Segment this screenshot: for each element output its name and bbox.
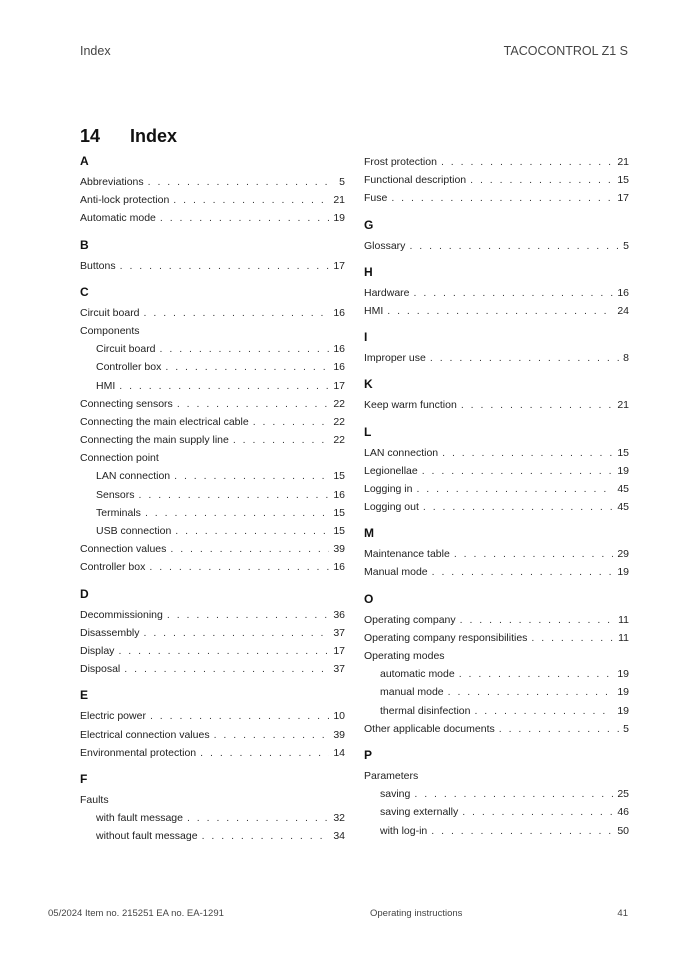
dot-leader <box>160 209 329 227</box>
dot-leader <box>462 803 613 821</box>
index-entry-page: 29 <box>617 548 629 561</box>
index-subentry <box>364 665 629 683</box>
index-entry <box>364 545 629 563</box>
index-section <box>80 153 345 228</box>
dot-leader <box>414 284 614 302</box>
index-letter-heading: P <box>364 747 373 762</box>
dot-leader <box>448 683 614 701</box>
index-letter-heading: G <box>364 217 374 232</box>
index-entry <box>364 396 629 414</box>
index-entry-page: 16 <box>333 488 345 501</box>
index-letter-heading: O <box>364 591 374 606</box>
index-entry-page: 11 <box>618 631 629 644</box>
index-entry-label: LAN connection <box>364 446 439 459</box>
index-entry-page: 19 <box>617 668 629 681</box>
index-entry <box>80 304 345 322</box>
index-section <box>364 153 629 208</box>
index-section <box>364 217 629 255</box>
dot-leader <box>454 545 614 563</box>
index-subentry <box>364 822 629 840</box>
index-section <box>364 424 629 517</box>
index-entry <box>364 153 629 171</box>
index-section <box>364 376 629 414</box>
index-entry-page: 24 <box>617 304 629 317</box>
index-entry-page: 8 <box>623 352 629 365</box>
dot-leader <box>432 563 614 581</box>
dot-leader <box>174 467 329 485</box>
index-entry-label: Hardware <box>364 286 410 299</box>
index-entry-label: Circuit board <box>96 343 156 356</box>
index-subentry <box>80 467 345 485</box>
index-entry-page: 34 <box>333 830 345 843</box>
dot-leader <box>173 191 329 209</box>
index-entry-label: HMI <box>364 304 384 317</box>
index-entry-label: Operating company responsibilities <box>364 631 528 644</box>
index-subentry <box>364 785 629 803</box>
index-letter-heading: B <box>80 237 89 252</box>
index-entry-label: manual mode <box>380 686 444 699</box>
index-entry <box>364 349 629 367</box>
index-entry <box>364 629 629 647</box>
index-entry-label: Connecting sensors <box>80 397 173 410</box>
index-entry <box>80 624 345 642</box>
index-entry <box>364 647 629 665</box>
index-section <box>364 525 629 581</box>
dot-leader <box>200 744 329 762</box>
index-entry <box>364 480 629 498</box>
index-section <box>364 329 629 367</box>
index-entry-label: Other applicable documents <box>364 722 495 735</box>
index-entry <box>80 660 345 678</box>
index-letter-heading: M <box>364 526 374 541</box>
index-entry <box>80 413 345 431</box>
index-entry <box>80 558 345 576</box>
index-entry-label: Disposal <box>80 663 121 676</box>
index-subentry <box>80 522 345 540</box>
dot-leader <box>531 629 614 647</box>
index-column-left <box>80 153 345 854</box>
index-entry-page: 36 <box>333 608 345 621</box>
index-subentry <box>80 504 345 522</box>
index-entry-label: with log-in <box>380 824 428 837</box>
index-entry <box>80 540 345 558</box>
index-entry-label: LAN connection <box>96 470 171 483</box>
index-entry-page: 14 <box>333 746 345 759</box>
index-entry-page: 50 <box>617 824 629 837</box>
page-title <box>80 126 177 147</box>
index-entry <box>364 462 629 480</box>
index-entry <box>80 191 345 209</box>
dot-leader <box>441 153 613 171</box>
dot-leader <box>167 606 329 624</box>
index-entry-label: Improper use <box>364 352 426 365</box>
index-entry-page: 10 <box>333 710 345 723</box>
dot-leader <box>170 540 329 558</box>
index-entry-page: 45 <box>617 482 629 495</box>
index-section <box>364 264 629 320</box>
dot-leader <box>214 726 330 744</box>
dot-leader <box>499 720 619 738</box>
index-entry-label: Logging in <box>364 482 413 495</box>
index-entry-page: 25 <box>617 788 629 801</box>
index-entry <box>364 237 629 255</box>
index-entry-label: Controller box <box>80 561 146 574</box>
index-section <box>80 237 345 275</box>
index-entry <box>364 284 629 302</box>
index-entry <box>80 606 345 624</box>
index-entry-label: Electric power <box>80 710 146 723</box>
index-entry-page: 5 <box>339 176 345 188</box>
index-entry-label: Glossary <box>364 239 406 252</box>
chapter-number: 14 <box>80 126 101 146</box>
index-entry-page: 21 <box>333 194 345 207</box>
index-entry-page: 32 <box>333 812 345 825</box>
index-entry <box>80 791 345 809</box>
dot-leader <box>423 498 613 516</box>
index-entry-label: thermal disinfection <box>380 704 471 717</box>
dot-leader <box>165 358 329 376</box>
index-entry-label: Logging out <box>364 501 419 514</box>
index-letter-heading: H <box>364 264 373 279</box>
index-subentry <box>80 377 345 395</box>
index-entry-page: 21 <box>617 399 629 412</box>
index-entry-page: 19 <box>617 686 629 699</box>
index-entry-label: Sensors <box>96 488 135 501</box>
index-entry <box>364 720 629 738</box>
running-header-product: TACOCONTROL Z1 S <box>503 44 628 58</box>
index-section <box>80 687 345 762</box>
dot-leader <box>148 173 336 191</box>
index-entry-page: 16 <box>333 361 345 374</box>
chapter-title: Index <box>130 126 178 146</box>
index-entry <box>364 767 629 785</box>
dot-leader <box>414 785 613 803</box>
index-entry-label: automatic mode <box>380 668 455 681</box>
dot-leader <box>459 665 614 683</box>
index-letter-heading: A <box>80 154 89 168</box>
index-subentry <box>80 809 345 827</box>
index-entry-label: Manual mode <box>364 566 428 579</box>
index-section <box>364 747 629 840</box>
dot-leader <box>160 340 330 358</box>
index-letter-heading: E <box>80 688 89 703</box>
dot-leader <box>387 302 613 320</box>
dot-leader <box>422 462 614 480</box>
index-entry <box>80 431 345 449</box>
index-letter-heading: F <box>80 771 88 786</box>
index-entry-label: Buttons <box>80 259 116 272</box>
index-entry <box>80 173 345 191</box>
index-entry <box>80 395 345 413</box>
index-entry-label: Connection point <box>80 452 159 465</box>
index-subentry <box>80 340 345 358</box>
dot-leader <box>474 702 613 720</box>
index-section <box>364 591 629 738</box>
index-entry-page: 39 <box>333 543 345 556</box>
dot-leader <box>145 504 329 522</box>
dot-leader <box>461 396 614 414</box>
dot-leader <box>430 349 619 367</box>
index-entry <box>364 302 629 320</box>
index-entry-label: Connection values <box>80 543 167 556</box>
index-entry-page: 16 <box>617 286 629 299</box>
index-entry <box>364 444 629 462</box>
dot-leader <box>253 413 330 431</box>
index-entry-page: 39 <box>333 728 345 741</box>
index-entry-label: Fuse <box>364 192 388 205</box>
index-entry-label: Legionellae <box>364 464 418 477</box>
running-header-section: Index <box>80 44 111 58</box>
dot-leader <box>202 827 330 845</box>
index-entry-page: 17 <box>333 379 345 392</box>
index-entry-page: 17 <box>333 644 345 657</box>
index-subentry <box>364 803 629 821</box>
index-entry-label: Abbreviations <box>80 176 144 188</box>
dot-leader <box>416 480 613 498</box>
dot-leader <box>120 257 330 275</box>
index-entry-label: Automatic mode <box>80 212 156 225</box>
dot-leader <box>118 642 329 660</box>
index-entry-label: saving <box>380 788 411 801</box>
index-entry <box>80 209 345 227</box>
index-subentry <box>364 702 629 720</box>
index-section <box>80 284 345 577</box>
index-subentry <box>80 358 345 376</box>
footer-document-info: 05/2024 Item no. 215251 EA no. EA-1291 <box>48 908 224 919</box>
index-entry <box>364 611 629 629</box>
index-entry-label: Components <box>80 324 140 337</box>
index-entry <box>80 642 345 660</box>
index-entry-label: Operating company <box>364 613 456 626</box>
index-entry-page: 15 <box>617 446 629 459</box>
index-entry-page: 37 <box>333 626 345 639</box>
dot-leader <box>460 611 614 629</box>
index-entry-page: 22 <box>333 434 345 447</box>
dot-leader <box>470 171 613 189</box>
index-entry-label: Electrical connection values <box>80 728 210 741</box>
index-entry-label: Controller box <box>96 361 162 374</box>
index-entry-label: Faults <box>80 793 109 806</box>
index-entry-label: Connecting the main supply line <box>80 434 229 447</box>
index-entry-page: 22 <box>333 415 345 428</box>
index-entry-label: Circuit board <box>80 306 140 319</box>
index-section <box>80 586 345 679</box>
dot-leader <box>150 707 329 725</box>
index-column-right <box>364 153 629 849</box>
index-entry-page: 19 <box>617 704 629 717</box>
index-entry-page: 19 <box>333 212 345 225</box>
index-entry-label: USB connection <box>96 525 172 537</box>
index-entry <box>80 322 345 340</box>
index-entry <box>80 257 345 275</box>
index-entry-label: Frost protection <box>364 156 437 168</box>
index-subentry <box>80 827 345 845</box>
index-entry-label: Environmental protection <box>80 746 197 759</box>
dot-leader <box>144 304 330 322</box>
index-entry-page: 15 <box>333 525 345 537</box>
index-entry-page: 15 <box>617 174 629 187</box>
dot-leader <box>139 486 330 504</box>
dot-leader <box>391 189 613 207</box>
index-entry-label: with fault message <box>96 812 183 825</box>
dot-leader <box>144 624 330 642</box>
index-entry-label: Connecting the main electrical cable <box>80 415 249 428</box>
index-entry-page: 19 <box>617 566 629 579</box>
index-entry <box>80 744 345 762</box>
index-entry-page: 37 <box>333 663 345 676</box>
index-entry-label: Maintenance table <box>364 548 450 561</box>
dot-leader <box>124 660 329 678</box>
index-entry-label: Display <box>80 644 115 657</box>
index-entry-label: Anti-lock protection <box>80 194 170 207</box>
dot-leader <box>175 522 329 540</box>
index-section <box>80 771 345 846</box>
index-letter-heading: L <box>364 424 372 439</box>
dot-leader <box>187 809 329 827</box>
index-entry-label: saving externally <box>380 806 459 819</box>
index-entry-label: Disassembly <box>80 626 140 639</box>
dot-leader <box>409 237 619 255</box>
index-entry <box>80 726 345 744</box>
dot-leader <box>431 822 613 840</box>
index-entry-page: 17 <box>333 259 345 272</box>
index-entry-page: 46 <box>617 806 629 819</box>
index-entry-page: 5 <box>623 239 629 252</box>
index-entry-label: Operating modes <box>364 650 445 662</box>
index-letter-heading: I <box>364 330 368 345</box>
index-entry-page: 22 <box>333 397 345 410</box>
index-entry <box>80 449 345 467</box>
index-entry-page: 17 <box>617 192 629 205</box>
index-subentry <box>364 683 629 701</box>
index-letter-heading: C <box>80 284 89 299</box>
index-entry-page: 16 <box>333 561 345 574</box>
index-entry-page: 11 <box>618 613 629 626</box>
dot-leader <box>442 444 613 462</box>
index-subentry <box>80 486 345 504</box>
index-entry <box>364 171 629 189</box>
index-entry <box>364 189 629 207</box>
page-number: 41 <box>617 908 628 919</box>
index-entry-label: Keep warm function <box>364 399 457 412</box>
index-entry-page: 15 <box>333 506 345 519</box>
index-entry-page: 16 <box>333 306 345 319</box>
index-entry <box>364 498 629 516</box>
index-entry-page: 16 <box>333 343 345 356</box>
footer-document-type: Operating instructions <box>370 908 463 919</box>
dot-leader <box>233 431 329 449</box>
index-entry-page: 19 <box>617 464 629 477</box>
index-entry <box>80 707 345 725</box>
index-entry-label: Terminals <box>96 506 141 519</box>
index-entry-label: Parameters <box>364 769 419 782</box>
dot-leader <box>177 395 330 413</box>
index-entry-label: Decommissioning <box>80 608 163 621</box>
index-entry-page: 5 <box>623 722 629 735</box>
index-entry-page: 45 <box>617 501 629 514</box>
dot-leader <box>149 558 329 576</box>
index-entry-page: 15 <box>333 470 345 483</box>
dot-leader <box>119 377 329 395</box>
index-entry-label: without fault message <box>96 830 198 843</box>
index-entry-page: 21 <box>617 156 629 168</box>
index-entry <box>364 563 629 581</box>
index-entry-label: Functional description <box>364 174 467 187</box>
index-letter-heading: D <box>80 586 89 601</box>
index-entry-label: HMI <box>96 379 116 392</box>
index-letter-heading: K <box>364 377 373 392</box>
